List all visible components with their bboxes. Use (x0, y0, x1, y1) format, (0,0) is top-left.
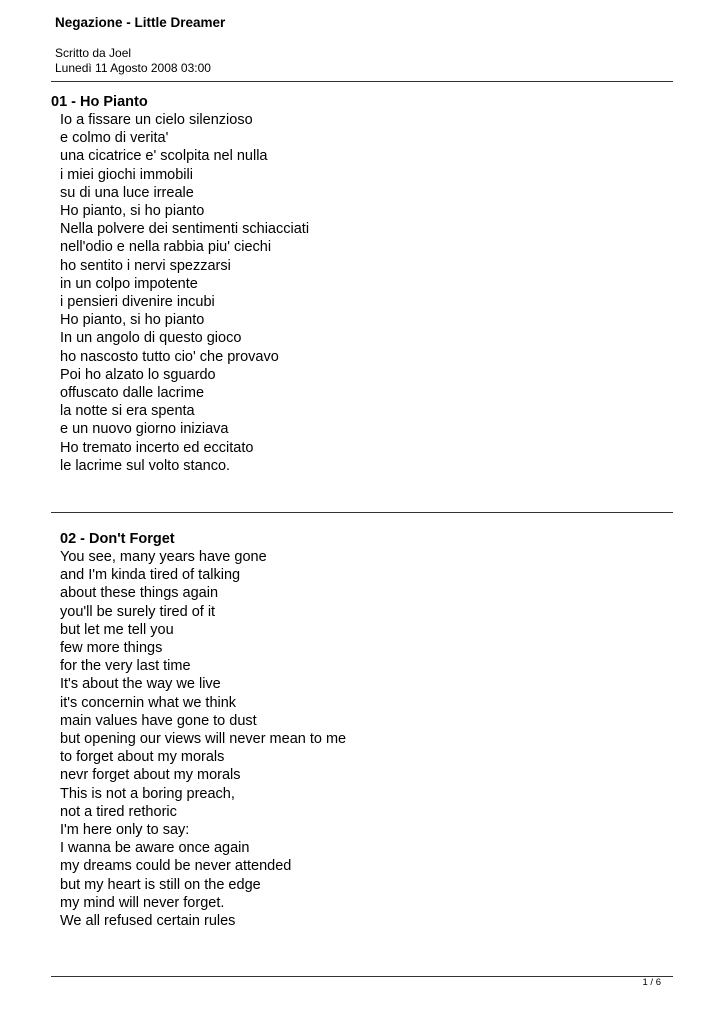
lyric-line: In un angolo di questo gioco (60, 330, 242, 347)
song-lyrics (51, 111, 309, 475)
lyric-line: not a tired rethoric (60, 803, 177, 820)
lyric-line: This is not a boring preach, (60, 785, 235, 802)
lyric-line: offuscato dalle lacrime (60, 385, 205, 402)
lyric-line: you'll be surely tired of it (60, 603, 216, 620)
document-title: Negazione - Little Dreamer (55, 15, 226, 30)
lyric-line: about these things again (60, 585, 219, 602)
lyric-line: Nella polvere dei sentimenti schiacciati (60, 221, 310, 238)
lyric-line: but opening our views will never mean to me (60, 731, 347, 748)
lyric-line: it's concernin what we think (60, 694, 237, 711)
lyric-line: Io a fissare un cielo silenzioso (60, 112, 253, 128)
date-line: Lunedì 11 Agosto 2008 03:00 (55, 61, 211, 75)
lyric-line: ho nascosto tutto cio' che provavo (60, 348, 279, 365)
lyric-line: my mind will never forget. (60, 894, 225, 911)
lyric-line: nell'odio e nella rabbia piu' ciechi (60, 239, 272, 256)
lyric-line: and I'm kinda tired of talking (60, 567, 241, 584)
song-title: 01 - Ho Pianto (51, 94, 148, 110)
lyric-line: ho sentito i nervi spezzarsi (60, 257, 231, 274)
lyric-line: in un colpo impotente (60, 275, 198, 292)
lyric-line: Ho pianto, si ho pianto (60, 203, 205, 220)
lyric-line: nevr forget about my morals (60, 767, 241, 784)
lyric-line: Poi ho alzato lo sguardo (60, 366, 216, 383)
lyric-line: You see, many years have gone (60, 549, 267, 565)
lyric-line: e un nuovo giorno iniziava (60, 421, 229, 438)
header-divider (51, 81, 673, 82)
lyric-line: few more things (60, 640, 163, 657)
lyric-line: but my heart is still on the edge (60, 876, 261, 893)
lyric-line: Ho pianto, si ho pianto (60, 312, 205, 329)
lyric-line: i pensieri divenire incubi (60, 294, 215, 311)
lyric-line: la notte si era spenta (60, 403, 195, 420)
lyric-line: una cicatrice e' scolpita nel nulla (60, 148, 268, 165)
lyric-line: e colmo di verita' (60, 130, 169, 147)
lyric-line: su di una luce irreale (60, 184, 194, 201)
song-section-2 (60, 530, 346, 930)
lyric-line: i miei giochi immobili (60, 166, 193, 183)
lyric-line: We all refused certain rules (60, 913, 236, 930)
lyric-line: for the very last time (60, 658, 191, 675)
lyric-line: to forget about my morals (60, 749, 225, 766)
section-divider (51, 512, 673, 513)
author-line: Scritto da Joel (55, 46, 132, 60)
lyric-line: main values have gone to dust (60, 712, 257, 729)
lyric-line: I'm here only to say: (60, 822, 190, 839)
lyric-line: Ho tremato incerto ed eccitato (60, 439, 254, 456)
song-lyrics (60, 548, 346, 930)
lyric-line: but let me tell you (60, 621, 174, 638)
lyric-line: my dreams could be never attended (60, 858, 292, 875)
footer-divider (51, 976, 673, 977)
document-meta (55, 46, 211, 76)
page-number: 1 / 6 (642, 977, 661, 988)
song-title: 02 - Don't Forget (60, 531, 175, 547)
lyric-line: It's about the way we live (60, 676, 221, 693)
song-section-1 (51, 93, 309, 475)
lyric-line: le lacrime sul volto stanco. (60, 457, 231, 474)
lyric-line: I wanna be aware once again (60, 840, 250, 857)
